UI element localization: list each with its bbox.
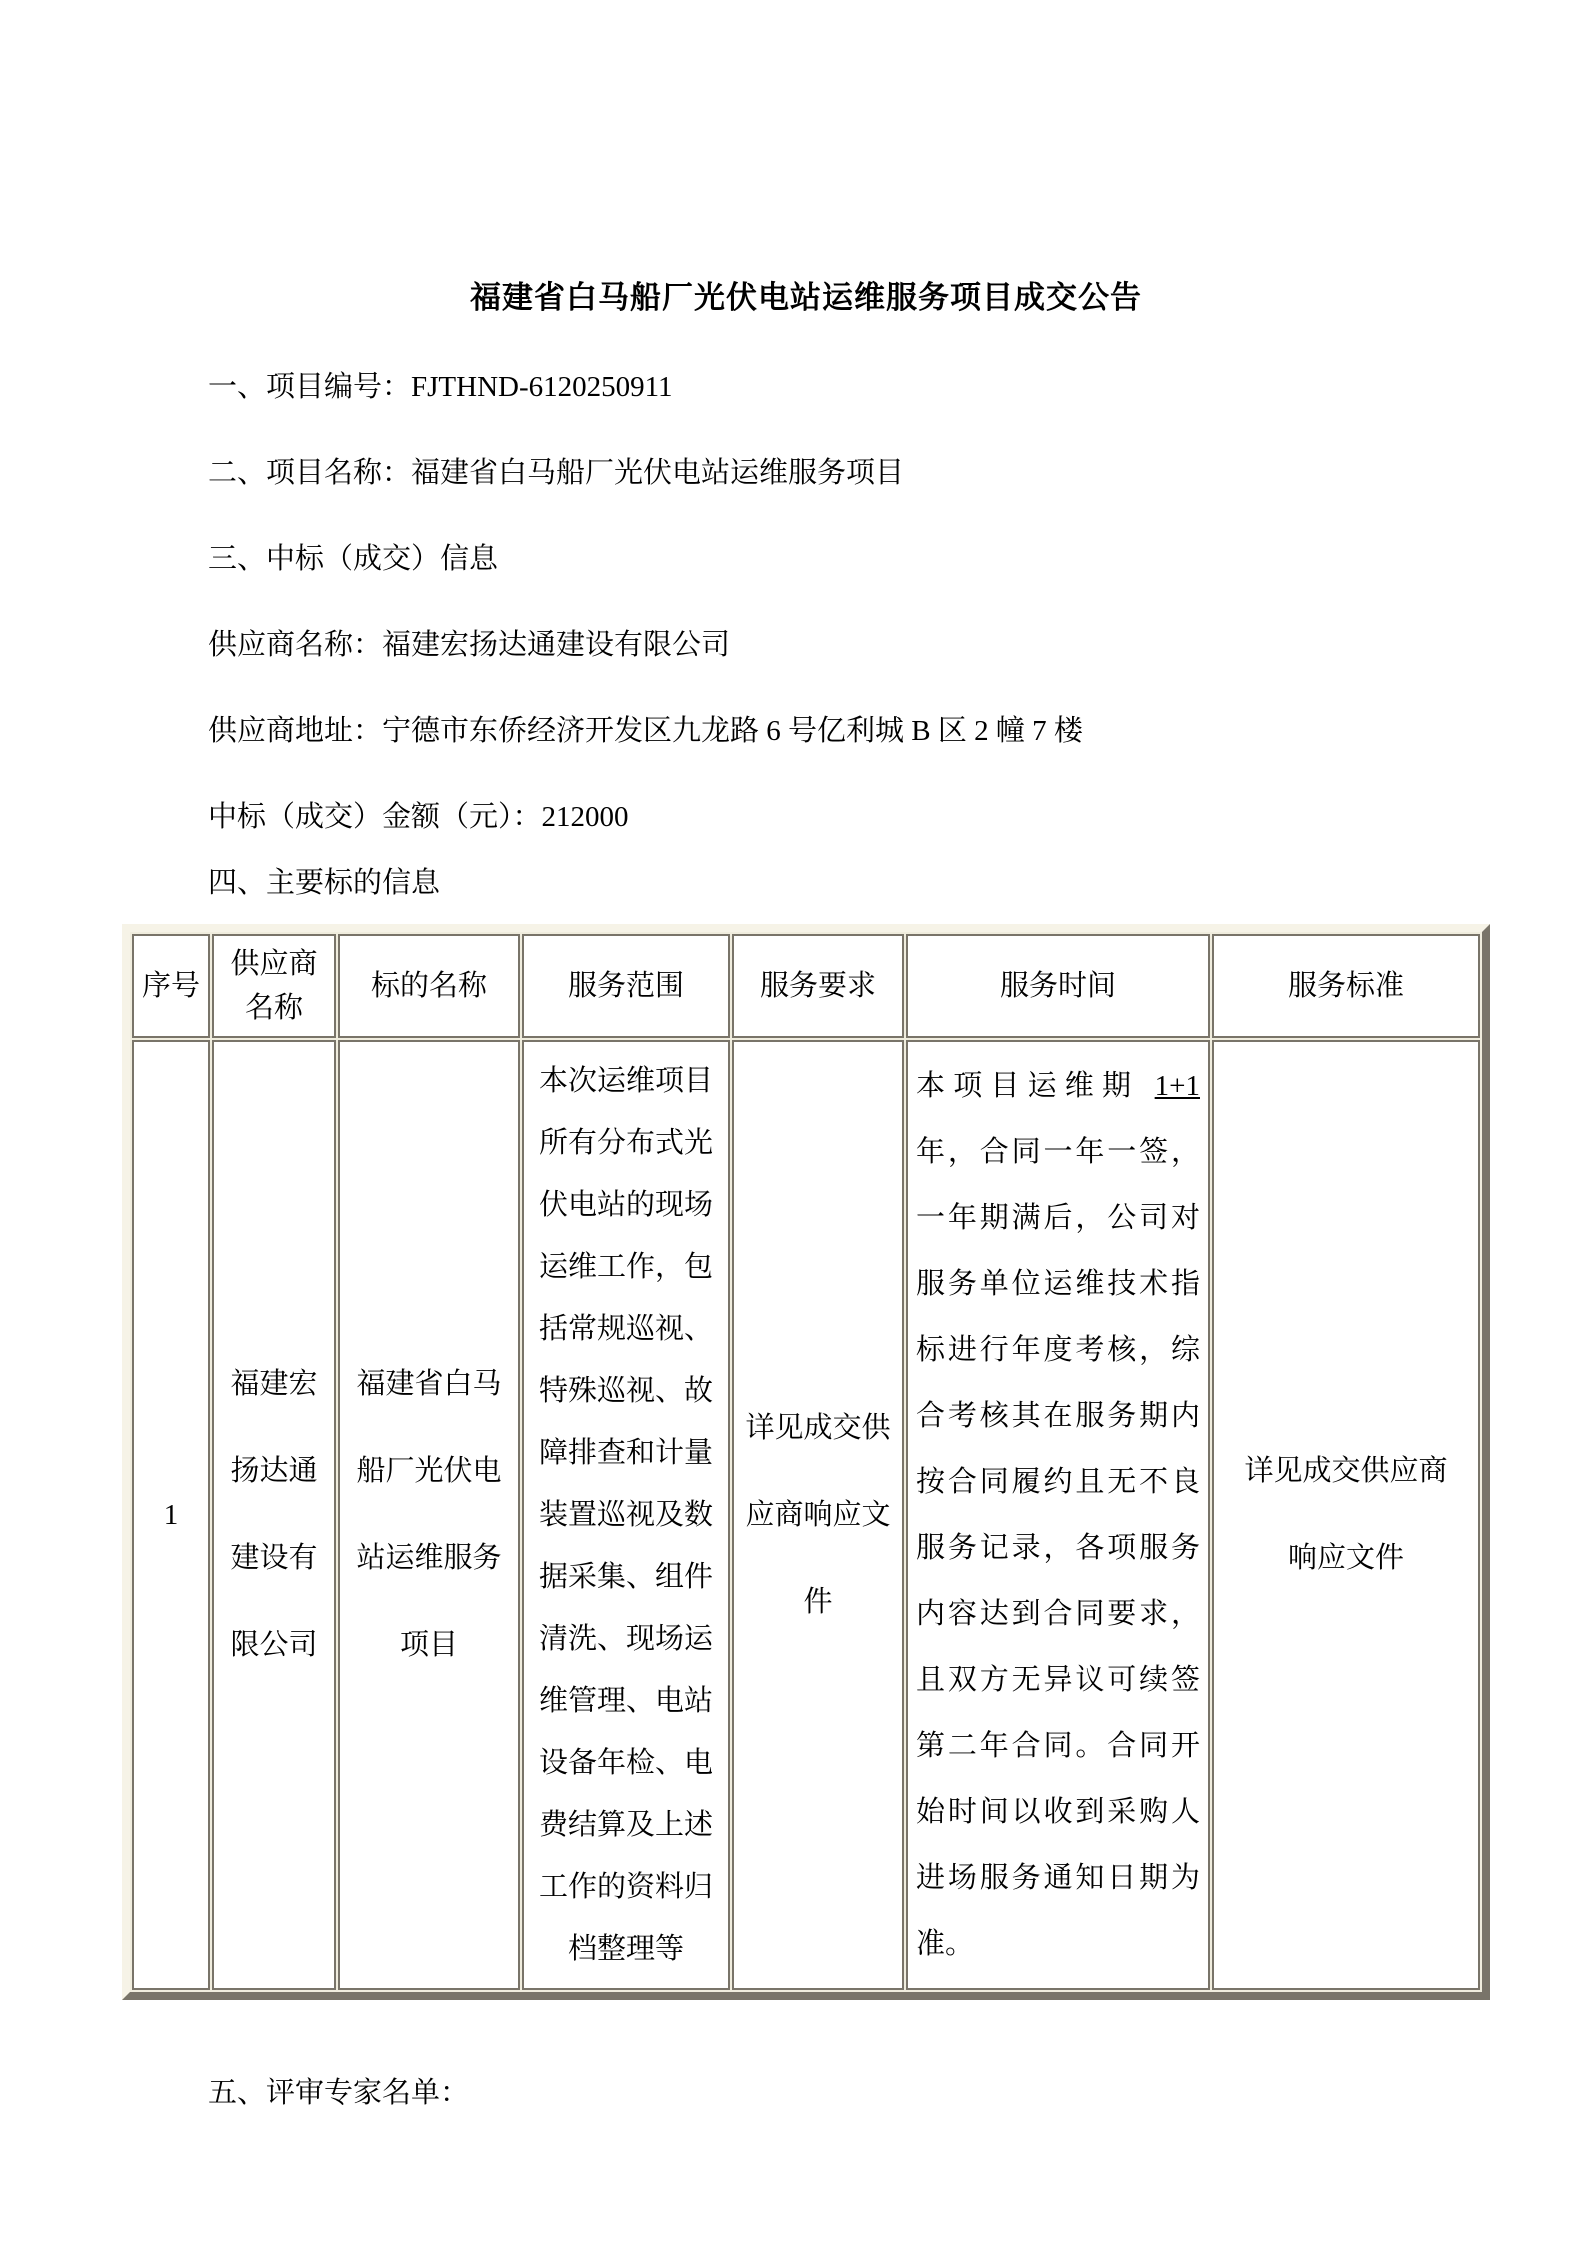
cell-supplier-name: 福建宏扬达通建设有限公司	[212, 1040, 336, 1990]
paragraph-supplier-address: 供应商地址：宁德市东侨经济开发区九龙路 6 号亿利城 B 区 2 幢 7 楼	[208, 715, 1083, 747]
subject-info-table	[122, 924, 1490, 2000]
paragraph-project-number: 一、项目编号：FJTHND-6120250911	[208, 371, 673, 403]
cell-service-standard: 详见成交供应商响应文件	[1212, 1040, 1480, 1990]
cell-service-time	[906, 1040, 1210, 1990]
paragraph-supplier-name: 供应商名称：福建宏扬达通建设有限公司	[208, 629, 731, 661]
table-header-row	[132, 934, 1480, 1038]
header-service-time: 服务时间	[906, 934, 1210, 1038]
header-service-scope: 服务范围	[522, 934, 730, 1038]
cell-subject-name: 福建省白马船厂光伏电站运维服务项目	[338, 1040, 520, 1990]
page-title: 福建省白马船厂光伏电站运维服务项目成交公告	[470, 280, 1142, 315]
cell-service-require: 详见成交供应商响应文件	[732, 1040, 904, 1990]
header-service-standard: 服务标准	[1212, 934, 1480, 1038]
paragraph-subject-info-heading: 四、主要标的信息	[208, 867, 441, 899]
header-supplier-name: 供应商名称	[212, 934, 336, 1038]
table-row	[132, 1040, 1480, 1990]
header-subject-name: 标的名称	[338, 934, 520, 1038]
service-time-text-prefix: 本项目运维期	[916, 1070, 1155, 1102]
header-service-require: 服务要求	[732, 934, 904, 1038]
header-seq: 序号	[132, 934, 210, 1038]
service-time-text-suffix: 年，合同一年一签，一年期满后，公司对服务单位运维技术指标进行年度考核，综合考核其在服务期内按合同履约且无不良服务记录，各项服务内容达到合同要求，且双方无异议可续签第二年合同。合同开始时间以收到采购人进场服务通知日期为准。	[916, 1136, 1200, 1960]
paragraph-award-amount: 中标（成交）金额（元）：212000	[208, 801, 629, 833]
cell-service-scope: 本次运维项目所有分布式光伏电站的现场运维工作，包括常规巡视、特殊巡视、故障排查和计量装置巡视及数据采集、组件清洗、现场运维管理、电站设备年检、电费结算及上述工作的资料归档整理等	[522, 1040, 730, 1990]
service-time-underlined-term: 1+1	[1154, 1070, 1200, 1102]
cell-seq: 1	[132, 1040, 210, 1990]
paragraph-project-name: 二、项目名称：福建省白马船厂光伏电站运维服务项目	[208, 457, 905, 489]
paragraph-expert-list-heading: 五、评审专家名单：	[208, 2077, 470, 2109]
paragraph-award-info-heading: 三、中标（成交）信息	[208, 543, 499, 575]
